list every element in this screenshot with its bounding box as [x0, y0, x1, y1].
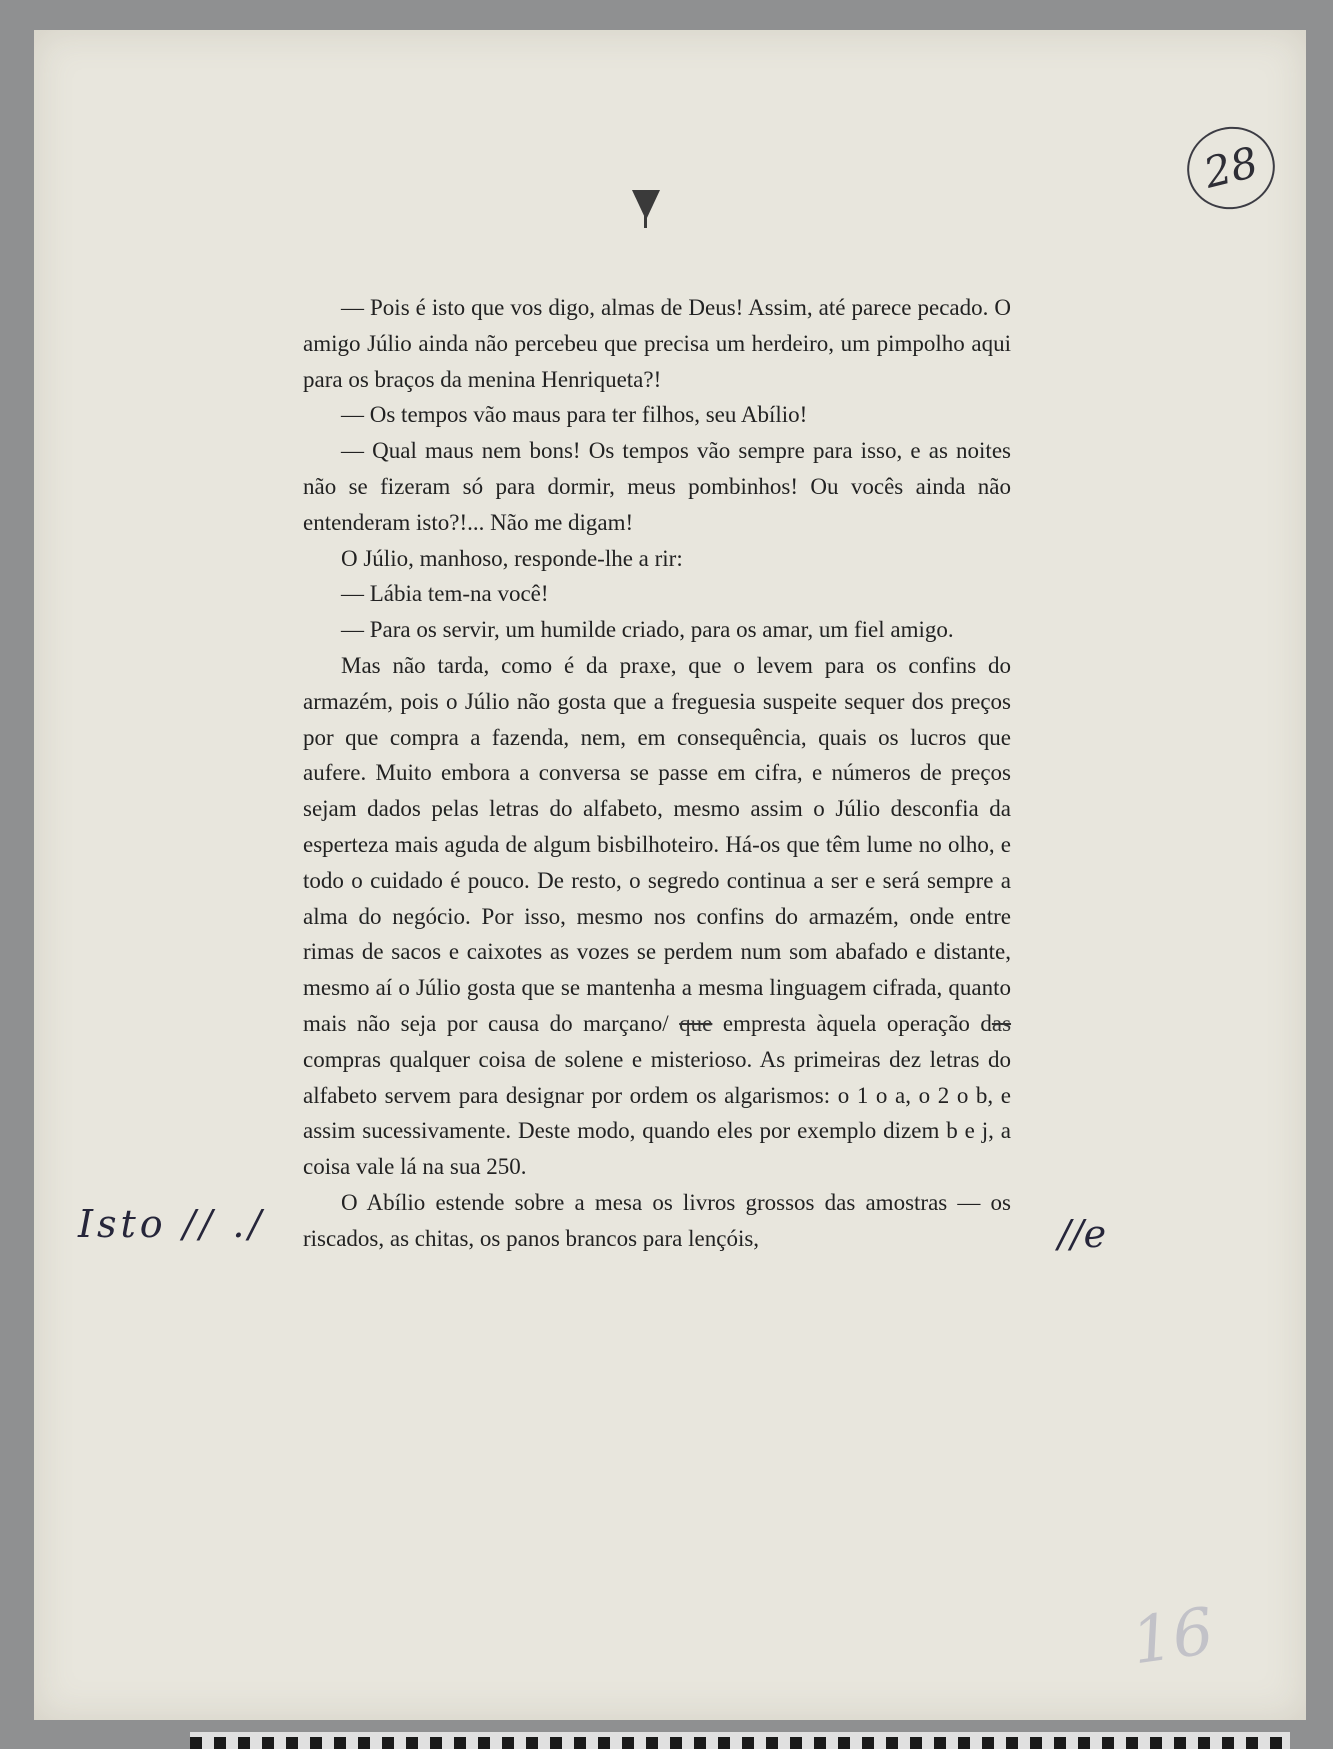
- paragraph: — Lábia tem-na você!: [341, 581, 549, 607]
- ink-blot-mark: [632, 190, 660, 220]
- paragraph: — Pois é isto que vos digo, almas de Deus! Assim, até parece pecado. O amigo Júlio ainda não percebeu que precisa um herdeiro, um pimpolho aqui para os braços da menina Henriqueta?!: [303, 295, 1011, 392]
- text-segment: empresta àquela operação d: [722, 1010, 992, 1036]
- paragraph: O Júlio, manhoso, responde-lhe a rir:: [341, 545, 683, 571]
- text-segment: Mas não tarda, como é da praxe, que o levem para os confins do armazém, pois o Júlio não gosta que a freguesia suspeite sequer dos preços por que compra a fazenda, nem, em consequência, quais os lucros que aufere. Muito embora a conversa se passe em cifra, e números de preços sejam dados pelas letras do alfabeto, mesmo assim o Júlio desconfia da esperteza mais aguda de algum bisbilhoteiro. Há-os que têm lume no olho, e todo o cuidado é pouco. De resto, o segredo continua a ser e será sempre a alma do negócio. Por isso, mesmo nos confins do armazém, onde entre rimas de sacos e caixotes as vozes se perdem num som abafado e distante, mesmo aí o Júlio gosta que se mantenha a mesma linguagem cifrada, quanto mais não seja por causa do marçano/: [303, 652, 1011, 1036]
- struck-word: que: [679, 1010, 713, 1036]
- paragraph: — Os tempos vão maus para ter filhos, seu Abílio!: [341, 402, 808, 428]
- scan-ruler: [190, 1732, 1290, 1749]
- body-text: [303, 290, 1011, 1257]
- struck-letters: as: [991, 1010, 1012, 1036]
- paragraph: — Qual maus nem bons! Os tempos vão sempre para isso, e as noites não se fizeram só para dormir, meus pombinhos! Ou vocês ainda não entenderam isto?!... Não me digam!: [303, 438, 1011, 535]
- paragraph-with-corrections: [303, 648, 1011, 1185]
- faint-pencil-page-number: 16: [1127, 1594, 1219, 1680]
- text-segment: compras qualquer coisa de solene e misterioso. As primeiras dez letras do alfabeto servem para designar por ordem os algarismos: o 1 o a, o 2 o b, e assim sucessivamente. Deste modo, quando eles por exemplo dizem b e j, a coisa vale lá na sua 250.: [303, 1046, 1011, 1180]
- paragraph: — Para os servir, um humilde criado, para os amar, um fiel amigo.: [341, 617, 954, 643]
- handwritten-margin-note-right: //e: [1058, 1212, 1107, 1256]
- paragraph: O Abílio estende sobre a mesa os livros grossos das amostras — os riscados, as chitas, os panos brancos para lençóis,: [303, 1189, 1011, 1251]
- circled-page-number: 28: [1178, 118, 1283, 219]
- handwritten-margin-note-left: Isto // ./: [78, 1202, 266, 1246]
